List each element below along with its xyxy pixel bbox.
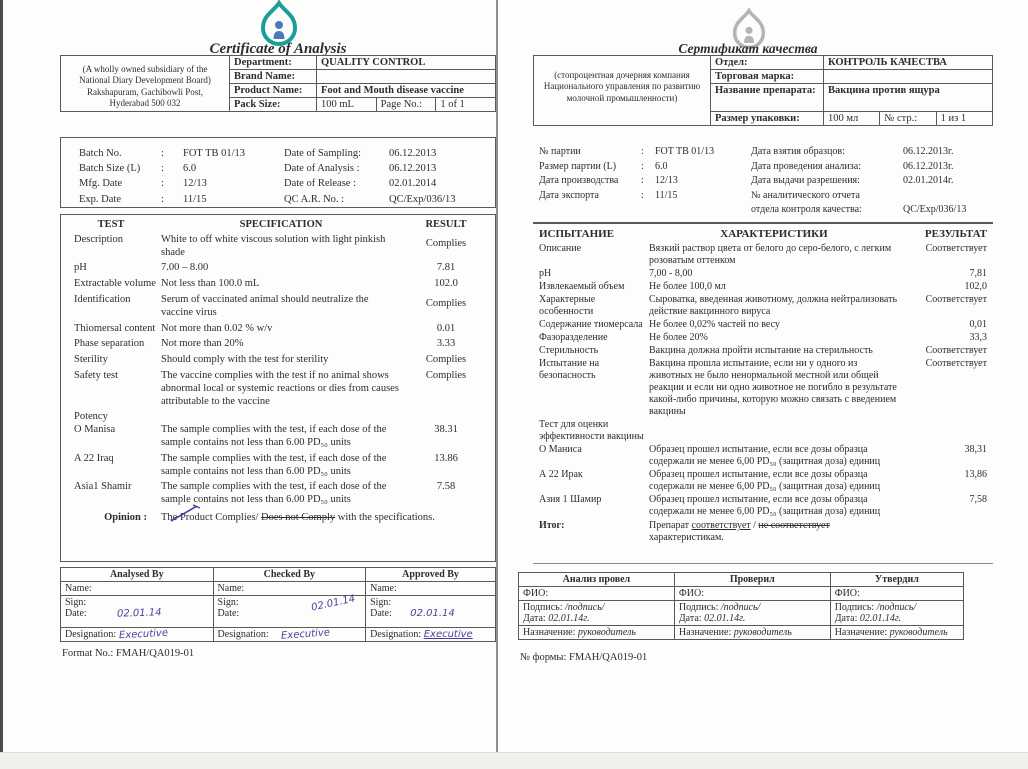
batch-row: Дата выдачи разрешения: 02.01.2014г. <box>751 175 954 186</box>
header-info-table <box>533 55 993 126</box>
name-label: Name: <box>366 582 496 596</box>
struck-option: не соответствует <box>758 520 830 532</box>
batch-row: № партии : FOT TB 01/13 <box>539 146 715 157</box>
pack-size-label: Pack Size: <box>230 98 317 112</box>
checked-by-header: Проверил <box>674 573 830 587</box>
handwritten-designation: Executive <box>280 627 331 642</box>
test-row: Potency <box>74 411 108 423</box>
underlined-option: соответствует <box>691 520 751 532</box>
batch-row: Date of Sampling: 06.12.2013 <box>284 148 437 159</box>
brand-name-value <box>317 70 496 84</box>
batch-row: Размер партии (L) : 6.0 <box>539 160 668 172</box>
brand-name-label: Торговая марка: <box>711 70 824 84</box>
certificate-title: Сертификат качества <box>678 41 818 56</box>
pack-size-value: 100 мл <box>824 112 880 126</box>
department-value: QUALITY CONTROL <box>317 56 496 70</box>
signature-table <box>60 567 496 642</box>
test-row: Фазоразделение Не более 20% 33,3 <box>539 332 987 344</box>
page-fold-seam <box>496 0 498 752</box>
handwritten-date: 02.01.14 <box>410 608 455 619</box>
batch-info-box <box>533 137 993 217</box>
designation-cell: Назначение: руководитель <box>830 626 963 640</box>
test-row: Safety test The vaccine complies with the test if no animal shows abnormal local or systemic reactions or dies from causes attributable to the vaccine Complies <box>74 369 467 407</box>
pack-size-value: 100 mL <box>317 98 377 112</box>
test-row: Описание Вязкий раствор цвета от белого до серо-белого, с легким розоватым оттенком Соответствует <box>539 243 987 267</box>
pen-tick-mark-icon <box>169 503 203 523</box>
department-label: Department: <box>230 56 317 70</box>
name-label: Name: <box>213 582 366 596</box>
sign-date-cell: Подпись: /подпись/ Дата: 02.01.14г. <box>830 601 963 626</box>
analysed-by-header: Анализ провел <box>519 573 675 587</box>
sign-date-cell: Sign: Date: 02.01.14 <box>366 596 496 628</box>
batch-row: Exp. Date : 11/15 <box>79 193 207 205</box>
handwritten-date: 02.01.14 <box>309 593 356 614</box>
handwritten-designation: Executive <box>118 627 168 642</box>
test-row: Asia1 Shamir The sample complies with the test, if each dose of the sample contains not less than 6.00 PD₅₀ units 7.58 <box>74 481 456 506</box>
designation-cell: Назначение: руководитель <box>674 626 830 640</box>
test-row: Испытание на безопасность Вакцина прошла испытание, если ни у одного из животных не было ненормальной местной или общей реакции и если ни одно животное не погибло в результате какой-либо причины, которую можно связать с введением вакцины Соответствует <box>539 358 987 418</box>
fio-label: ФИО: <box>519 587 675 601</box>
test-row: O Manisa The sample complies with the test, if each dose of the sample contains not less than 6.00 PD₅₀ units 38.31 <box>74 424 458 448</box>
batch-row: Mfg. Date : 12/13 <box>79 178 207 190</box>
test-row: А 22 Ирак Образец прошел испытание, если все дозы образца содержали не менее 6,00 PD₅₀ (защитная доза) единиц 13,86 <box>539 469 987 493</box>
format-number: Format No.: FMAH/QA019-01 <box>62 648 195 659</box>
sign-date-cell: Подпись: /подпись/ Дата: 02.01.14г. <box>674 601 830 626</box>
batch-row: Дата экспорта : 11/15 <box>539 189 678 201</box>
test-results-table <box>533 222 993 564</box>
approved-by-header: Approved By <box>366 568 496 582</box>
test-row: Extractable volume Not less than 100.0 mL 102.0 <box>74 278 458 290</box>
org-subsidiary-note: (A wholly owned subsidiary of the National Diary Development Board) Rakshapuram, Gachibowli Post, Hyderabad 500 032 <box>61 56 230 112</box>
sign-date-cell: Sign: Date: 02.01.14 <box>61 596 214 628</box>
certificate-russian-page <box>508 0 987 752</box>
opinion-row: Opinion : The Product Complies/ Does not Comply with the specifications. <box>61 512 495 525</box>
struck-option: Does not Comply <box>261 511 336 523</box>
designation-cell: Designation: Executive <box>366 628 496 642</box>
test-row: Description White to off white viscous solution with light pinkish shade Complies <box>74 233 467 258</box>
test-table-header: TEST SPECIFICATION RESULT <box>97 219 467 230</box>
test-row: О Маниса Образец прошел испытание, если все дозы образца содержали не менее 6,00 PD₅₀ (защитная доза) единиц 38,31 <box>539 444 987 468</box>
batch-row: Batch Size (L) : 6.0 <box>79 163 197 175</box>
fio-label: ФИО: <box>674 587 830 601</box>
test-results-table <box>60 214 496 562</box>
batch-info-box <box>60 137 496 208</box>
opinion-row: Итог: Препарат соответствует / не соответствует характеристикам. <box>539 520 830 544</box>
test-row: Извлекаемый объем Не более 100,0 мл 102,0 <box>539 281 987 293</box>
batch-row: № аналитического отчета <box>751 189 860 201</box>
product-name-label: Название препарата: <box>711 84 824 112</box>
designation-cell: Designation: Executive <box>61 628 214 642</box>
product-name-value: Вакцина против ящура <box>824 84 993 112</box>
product-name-label: Product Name: <box>230 84 317 98</box>
test-row: pH 7.00 – 8.00 7.81 <box>74 262 456 274</box>
analysed-by-header: Analysed By <box>61 568 214 582</box>
signature-table <box>518 572 964 640</box>
certificate-english-page <box>60 0 496 752</box>
batch-row: Batch No. : FOT TB 01/13 <box>79 148 246 159</box>
approved-by-header: Утвердил <box>830 573 963 587</box>
designation-cell: Назначение: руководитель <box>519 626 675 640</box>
batch-row: Дата взятия образцов: 06.12.2013г. <box>751 146 954 157</box>
brand-name-value <box>824 70 993 84</box>
fio-label: ФИО: <box>830 587 963 601</box>
designation-cell: Designation: Executive <box>213 628 366 642</box>
test-row: Phase separation Not more than 20% 3.33 <box>74 338 456 350</box>
pack-size-label: Размер упаковки: <box>711 112 824 126</box>
test-row: pH 7,00 - 8,00 7,81 <box>539 268 987 280</box>
batch-row: Date of Release : 02.01.2014 <box>284 178 437 190</box>
brand-name-label: Brand Name: <box>230 70 317 84</box>
batch-row: отдела контроля качества: QC/Exp/036/13 <box>751 204 967 215</box>
page-no-value: 1 из 1 <box>936 112 992 126</box>
certificate-title: Certificate of Analysis <box>209 41 347 57</box>
checked-by-header: Checked By <box>213 568 366 582</box>
department-label: Отдел: <box>711 56 824 70</box>
test-row: Sterility Should comply with the test for sterility Complies <box>74 354 467 366</box>
org-subsidiary-note: (стопроцентная дочерняя компания Национального управления по развитию молочной промышленности) <box>534 56 711 126</box>
test-row: Содержание тиомерсала Не более 0,02% частей по весу 0,01 <box>539 319 987 331</box>
scan-left-edge <box>0 0 3 768</box>
test-row: Тест для оценки эффективности вакцины <box>539 419 644 443</box>
handwritten-date: 02.01.14 <box>116 607 162 620</box>
batch-row: Дата производства : 12/13 <box>539 175 678 186</box>
product-name-value: Foot and Mouth disease vaccine <box>317 84 496 98</box>
test-row: Характерные особенности Сыроватка, введенная животному, должна нейтрализовать действие вакцинного вируса Соответствует <box>539 294 987 318</box>
test-row: A 22 Iraq The sample complies with the test, if each dose of the sample contains not less than 6.00 PD₅₀ units 13.86 <box>74 452 458 477</box>
batch-row: Date of Analysis : 06.12.2013 <box>284 163 437 175</box>
page-no-value: 1 of 1 <box>436 98 496 112</box>
sign-date-cell: Sign: Date: 02.01.14 <box>213 596 366 628</box>
test-table-header: ИСПЫТАНИЕ ХАРАКТЕРИСТИКИ РЕЗУЛЬТАТ <box>539 228 987 240</box>
sign-date-cell: Подпись: /подпись/ Дата: 02.01.14г. <box>519 601 675 626</box>
page-no-label: Page No.: <box>376 98 436 112</box>
test-row: Identification Serum of vaccinated animal should neutralize the vaccine virus Complies <box>74 293 467 318</box>
handwritten-designation: Executive <box>423 629 473 640</box>
scanner-bed-strip <box>0 752 1028 769</box>
test-row: Thiomersal content Not more than 0.02 % w/v 0.01 <box>74 322 456 334</box>
page-no-label: № стр.: <box>880 112 936 126</box>
batch-row: QC A.R. No. : QC/Exp/036/13 <box>284 193 456 205</box>
test-row: Азия 1 Шамир Образец прошел испытание, если все дозы образца содержали не менее 6,00 PD₅₀ (защитная доза) единиц 7,58 <box>539 494 987 518</box>
department-value: КОНТРОЛЬ КАЧЕСТВА <box>824 56 993 70</box>
header-info-table <box>60 55 496 112</box>
batch-row: Дата проведения анализа: 06.12.2013г. <box>751 160 954 172</box>
name-label: Name: <box>61 582 214 596</box>
format-number: № формы: FMAH/QA019-01 <box>520 652 648 663</box>
test-row: Стерильность Вакцина должна пройти испытание на стерильность Соответствует <box>539 345 987 357</box>
